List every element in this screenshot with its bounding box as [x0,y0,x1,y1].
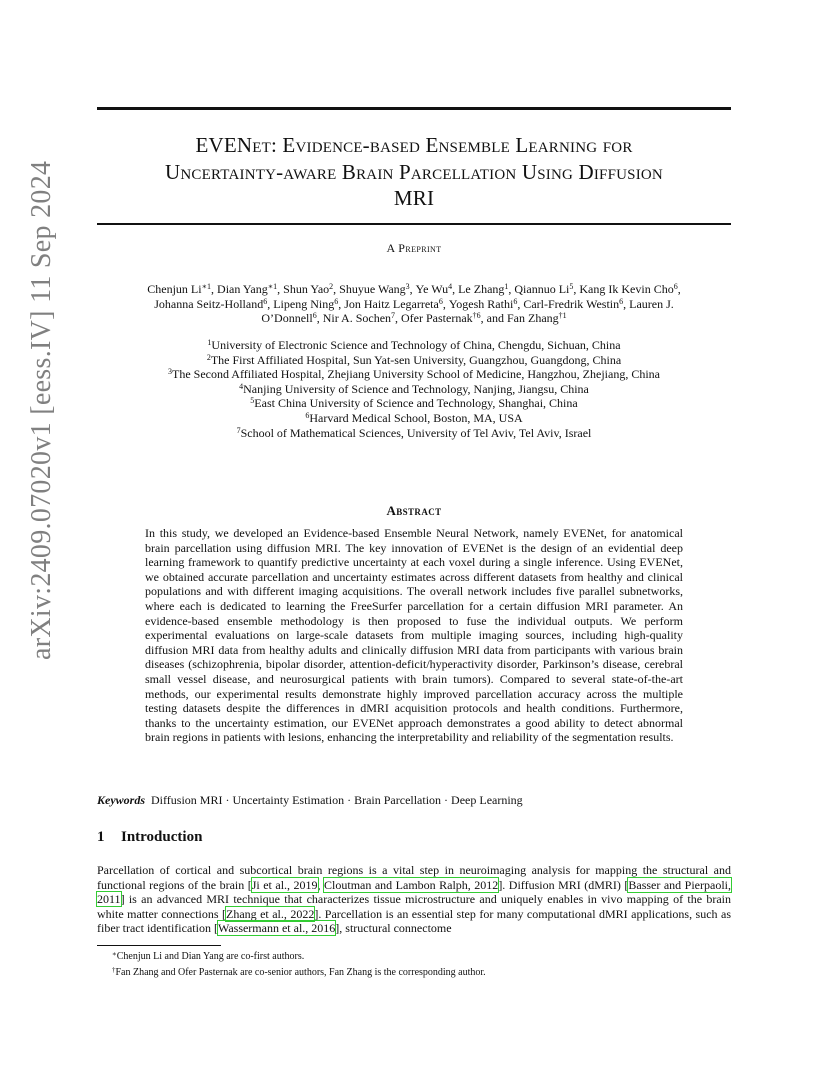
title-bottom-rule [97,223,731,225]
footnote-item: ∗Chenjun Li and Dian Yang are co-first authors. [112,950,305,962]
author-line-2 [97,297,731,312]
introduction-paragraph: Parcellation of cortical and subcortical brain regions is a vital step in neuroimaging analysis for mapping the structural and functional regions of the brain [Ji et al., 2019, Cloutman and Lambon Ralph, 2012]. Diffusion MRI (dMRI) [Basser and Pierpaoli, 2011] is an advanced MRI technique that characterizes tissue microstructure and uniquely enables in vivo mapping of the brain white matter connections [Zhang et al., 2022]. Parcellation is an essential step for many computational dMRI applications, such as fiber tract identification [Wassermann et al., 2016], structural connectome [97,863,731,936]
citation-link[interactable]: Ji et al., 2019 [251,877,318,892]
author: Shun Yao$^2$, [283,282,340,296]
author: Le Zhang$^1$, [458,282,515,296]
section-number: 1 [97,829,105,845]
author: Fan Zhang$^{\dagger 1}$ [506,311,567,326]
section-title: Introduction [121,829,203,845]
title-line-1: EVENet: Evidence-based Ensemble Learning for [195,133,633,157]
author: Dian Yang$^{∗1}$, [217,282,284,296]
title-top-rule [97,107,731,110]
affiliation-item: $^4$Nanjing University of Science and Technology, Nanjing, Jiangsu, China [239,381,589,396]
author: Nir A. Sochen$^7$, [322,311,402,326]
abstract-heading: Abstract [386,503,442,518]
author: Carl-Fredrik Westin$^6$, [523,296,630,311]
author-list [97,282,731,326]
affiliation-item: $^3$The Second Affiliated Hospital, Zhejiang University School of Medicine, Hangzhou, Zhejiang, China [167,367,660,382]
author: Lauren J. [629,296,674,311]
author: Ye Wu$^4$, [415,282,459,296]
author: Yogesh Rathi$^6$, [448,296,524,311]
citation-link[interactable]: Cloutman and Lambon Ralph, 2012 [324,877,499,892]
section-heading-introduction [97,829,202,846]
author: Chenjun $Li^{∗1}$, [147,282,218,296]
author: Lipeng Ning$^6$, [273,296,345,311]
citation-link[interactable]: Zhang et al., 2022 [225,906,315,921]
author: Shuyue Wang$^3$, [339,282,416,296]
footnote-item: †Fan Zhang and Ofer Pasternak are co-senior authors, Fan Zhang is the corresponding author. [112,965,486,978]
author: Jon Haitz Legarreta$^6$, [344,296,449,311]
author: Kang Ik Kevin Cho$^6$, [579,282,681,296]
paper-title [97,132,731,212]
arxiv-side-stamp: arXiv:2409.07020v1 [eess.IV] 11 Sep 2024 [26,160,57,660]
author: O’Donnell$^6$, [261,311,323,326]
author: Qiannuo Li$^5$, [514,282,580,296]
keywords-text: Diffusion MRI · Uncertainty Estimation · Brain Parcellation · Deep Learning [151,793,523,807]
author-line-3 [97,311,731,326]
keywords-line [97,793,731,808]
author-line-1 [97,282,731,297]
author: Johanna Seitz-Holland$^6$, [154,296,274,311]
affiliation-item: $^2$The First Affiliated Hospital, Sun Yat-sen University, Guangzhou, Guangdong, China [206,352,622,367]
title-line-3: MRI [393,186,435,210]
keywords-label: Keywords [97,793,145,807]
preprint-label: A Preprint [386,241,442,255]
affiliation-list [97,338,731,440]
footnote-rule [97,945,221,946]
affiliation-item: $^5$East China University of Science and Technology, Shanghai, China [250,396,578,411]
footnotes [112,949,731,980]
affiliation-item: $^7$School of Mathematical Sciences, University of Tel Aviv, Tel Aviv, Israel [236,425,592,440]
affiliation-item: $^1$University of Electronic Science and Technology of China, Chengdu, Sichuan, China [207,338,621,352]
affiliation-item: $^6$Harvard Medical School, Boston, MA, USA [305,410,523,425]
citation-link[interactable]: Wassermann et al., 2016 [217,921,336,936]
title-line-2: Uncertainty-aware Brain Parcellation Using Diffusion [165,159,663,184]
abstract-body: In this study, we developed an Evidence-based Ensemble Neural Network, namely EVENet, for anatomical brain parcellation using diffusion MRI. The key innovation of EVENet is the design of an evidential deep learning framework to quantify predictive uncertainty at each voxel during a single inference. Using EVENet, we obtained accurate parcellation and uncertainty estimates across different datasets from healthy and clinical populations and with different imaging acquisitions. The overall network includes five parallel subnetworks, where each is dedicated to learning the FreeSurfer parcellation for a certain diffusion MRI parameter. An evidence-based ensemble methodology is then proposed to fuse the individual outputs. We perform experimental evaluations on large-scale datasets from multiple imaging sources, including high-quality diffusion MRI data from healthy adults and clinically diffusion MRI data from participants with various brain diseases (schizophrenia, bipolar disorder, attention-deficit/hyperactivity disorder, Parkinson’s disease, cerebral small vessel disease, and neurosurgical patients with brain tumors). Compared to several state-of-the-art methods, our experimental results demonstrate highly improved parcellation accuracy across the multiple testing datasets despite the differences in dMRI acquisition protocols and health conditions. Furthermore, thanks to the uncertainty estimation, our EVENet approach demonstrates a good ability to detect abnormal brain regions in patients with lesions, enhancing the interpretability and reliability of the segmentation results. [145,526,683,745]
citation-link[interactable]: Basser and Pierpaoli, 2011 [97,877,731,907]
author: Ofer Pasternak$^{\dagger 6}$, and [401,311,507,326]
